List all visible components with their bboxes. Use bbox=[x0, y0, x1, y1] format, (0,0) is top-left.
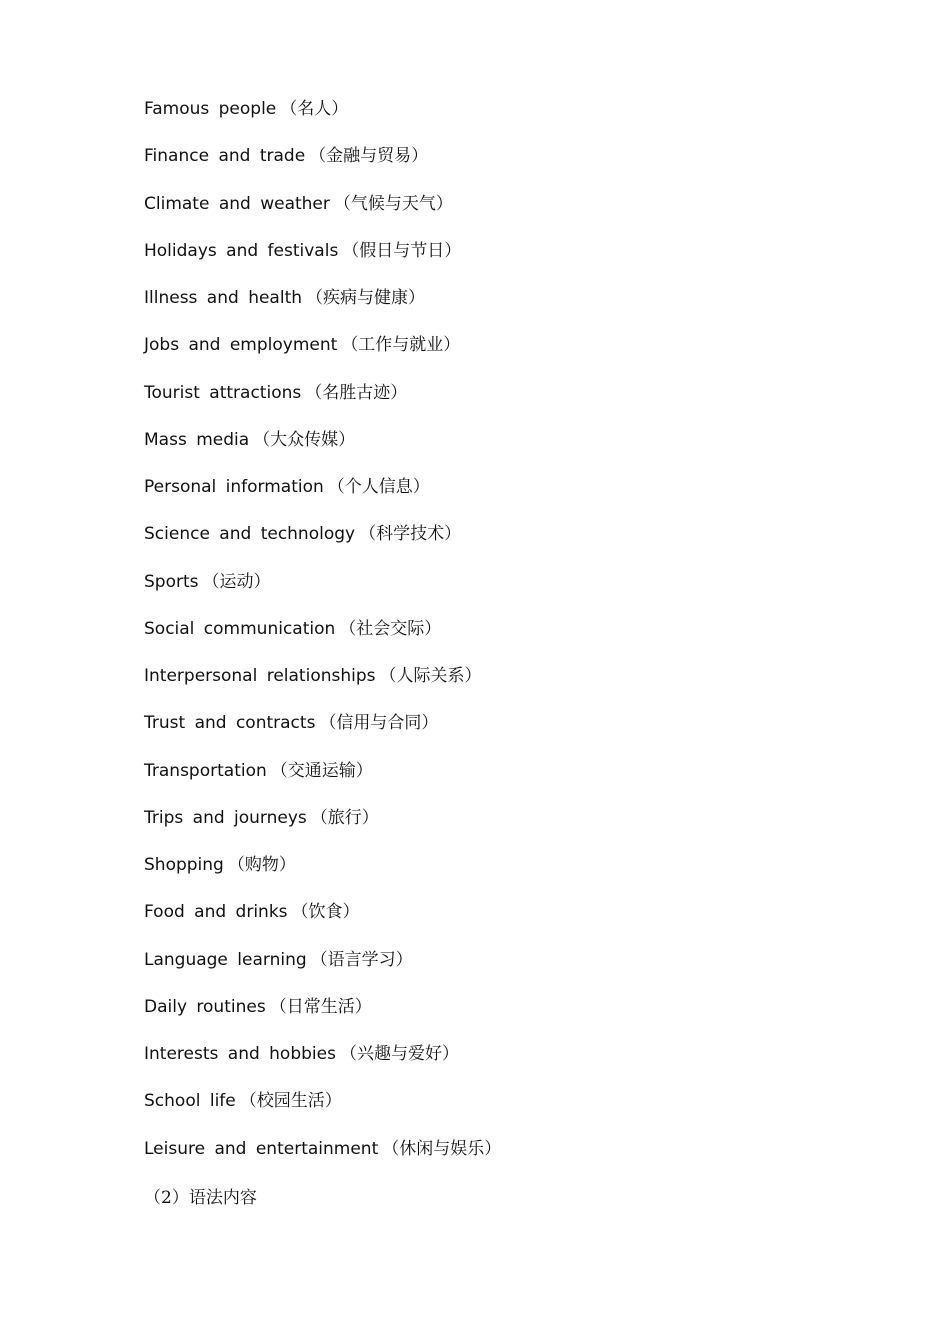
topic-english: Finance and trade bbox=[144, 146, 306, 167]
topic-english: Trips and journeys bbox=[144, 807, 307, 828]
topic-english: Famous people bbox=[144, 99, 277, 119]
topic-chinese: （购物） bbox=[227, 855, 296, 875]
topic-chinese: （大众传媒） bbox=[253, 429, 356, 450]
topic-chinese: （科学技术） bbox=[359, 524, 462, 545]
topic-chinese: （日常生活） bbox=[269, 996, 372, 1017]
topic-chinese: （假日与节日） bbox=[342, 240, 462, 261]
topic-chinese: （语言学习） bbox=[310, 949, 413, 970]
topic-english: Holidays and festivals bbox=[144, 240, 339, 261]
topic-chinese: （休闲与娱乐） bbox=[382, 1138, 502, 1159]
topic-english: Shopping bbox=[144, 855, 224, 875]
topic-english: Food and drinks bbox=[144, 902, 288, 923]
topic-item bbox=[144, 802, 501, 849]
topic-item bbox=[144, 93, 501, 140]
topic-chinese: （疾病与健康） bbox=[306, 288, 426, 308]
section-heading: （2）语法内容 bbox=[144, 1188, 257, 1208]
topic-item bbox=[144, 471, 501, 518]
topic-item bbox=[144, 1038, 501, 1085]
topic-english: Climate and weather bbox=[144, 193, 330, 214]
topic-chinese: （兴趣与爱好） bbox=[339, 1044, 459, 1064]
topic-chinese: （运动） bbox=[202, 571, 271, 592]
topic-chinese: （交通运输） bbox=[270, 760, 373, 781]
topic-item bbox=[144, 424, 501, 471]
topic-english: Sports bbox=[144, 571, 199, 592]
topic-item bbox=[144, 329, 501, 376]
topic-english: Jobs and employment bbox=[144, 335, 338, 356]
topic-item bbox=[144, 755, 501, 802]
topic-english: Transportation bbox=[144, 760, 267, 781]
topic-chinese: （工作与就业） bbox=[341, 335, 461, 356]
topic-english: Leisure and entertainment bbox=[144, 1138, 379, 1159]
topic-english: Social communication bbox=[144, 618, 336, 639]
topic-chinese: （饮食） bbox=[291, 902, 360, 923]
topic-item bbox=[144, 896, 501, 943]
topic-english: Interests and hobbies bbox=[144, 1044, 336, 1064]
topic-list bbox=[144, 93, 501, 1180]
topic-item bbox=[144, 1133, 501, 1180]
topic-chinese: （名胜古迹） bbox=[305, 382, 408, 403]
topic-item bbox=[144, 944, 501, 991]
topic-chinese: （人际关系） bbox=[379, 666, 482, 686]
topic-item bbox=[144, 849, 501, 896]
topic-english: Personal information bbox=[144, 477, 324, 497]
topic-english: School life bbox=[144, 1091, 236, 1112]
topic-item bbox=[144, 188, 501, 235]
topic-chinese: （校园生活） bbox=[239, 1091, 342, 1112]
topic-item bbox=[144, 377, 501, 424]
topic-english: Daily routines bbox=[144, 996, 266, 1017]
topic-chinese: （信用与合同） bbox=[319, 713, 439, 734]
topic-chinese: （气候与天气） bbox=[333, 193, 453, 214]
topic-english: Interpersonal relationships bbox=[144, 666, 376, 686]
topic-item bbox=[144, 140, 501, 187]
topic-item bbox=[144, 707, 501, 754]
topic-item bbox=[144, 660, 501, 707]
topic-item bbox=[144, 1085, 501, 1132]
topic-english: Illness and health bbox=[144, 288, 303, 308]
topic-chinese: （个人信息） bbox=[327, 477, 430, 497]
topic-item bbox=[144, 613, 501, 660]
topic-chinese: （社会交际） bbox=[339, 618, 442, 639]
topic-item bbox=[144, 566, 501, 613]
topic-english: Language learning bbox=[144, 949, 307, 970]
topic-item bbox=[144, 235, 501, 282]
topic-item bbox=[144, 991, 501, 1038]
topic-chinese: （名人） bbox=[280, 99, 349, 119]
topic-chinese: （金融与贸易） bbox=[309, 146, 429, 167]
topic-english: Science and technology bbox=[144, 524, 356, 545]
topic-item bbox=[144, 282, 501, 329]
topic-english: Tourist attractions bbox=[144, 382, 302, 403]
topic-english: Mass media bbox=[144, 429, 250, 450]
topic-chinese: （旅行） bbox=[310, 807, 379, 828]
topic-english: Trust and contracts bbox=[144, 713, 316, 734]
topic-item bbox=[144, 518, 501, 565]
